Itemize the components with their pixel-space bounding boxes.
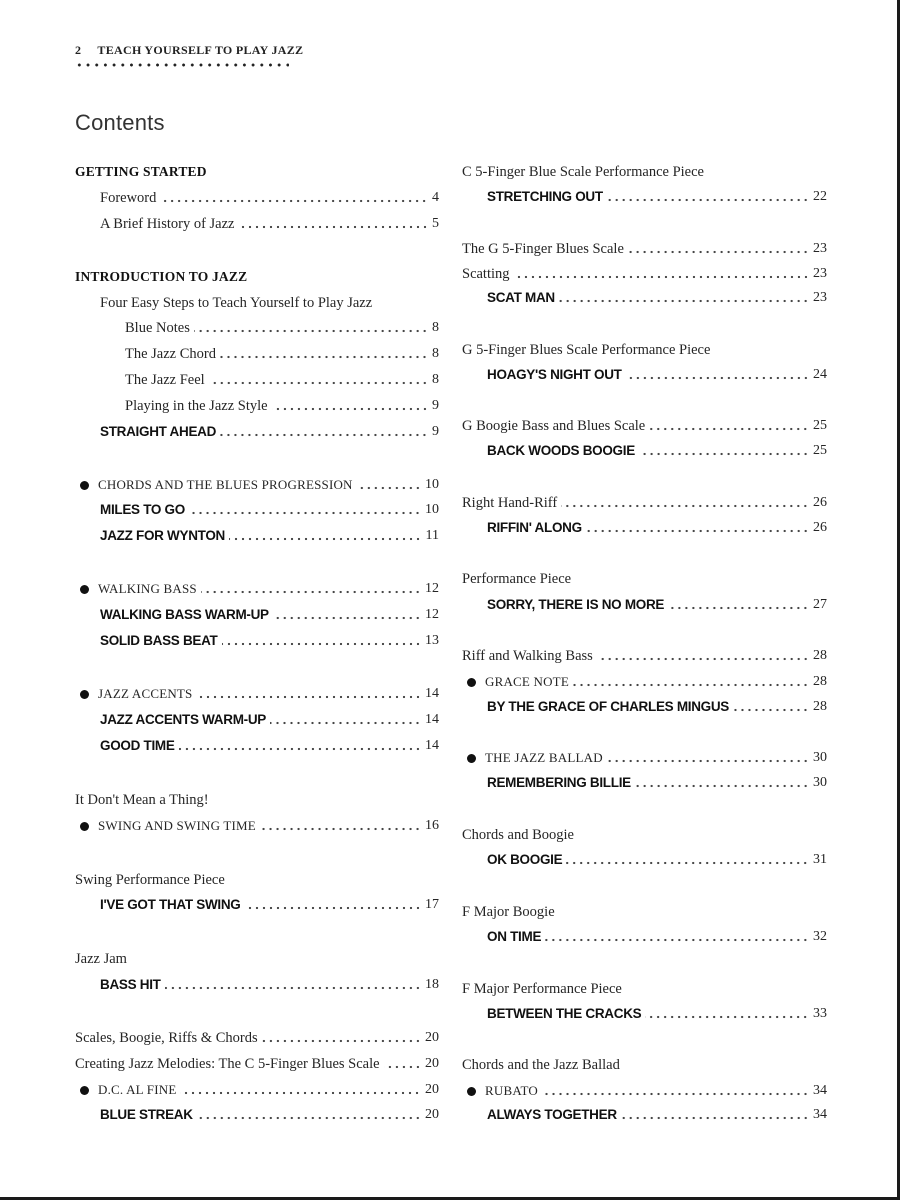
toc-entry-ok-boogie (462, 850, 827, 870)
toc-entry-title: Jazz Jam (75, 951, 127, 967)
toc-entry-title: Scatting (462, 266, 510, 282)
toc-entry-scatting (462, 264, 827, 284)
toc-entry-page: 34 (813, 1083, 827, 1098)
toc-entry-page: 23 (813, 290, 827, 305)
dot-leader (542, 1092, 809, 1096)
toc-entry-blue-notes (75, 318, 439, 338)
bullet-icon (80, 585, 89, 594)
toc-entry-title: JAZZ ACCENTS WARM-UP (100, 712, 266, 727)
dot-leader (384, 1065, 421, 1069)
toc-entry-page: 30 (813, 775, 827, 790)
bullet-icon (80, 822, 89, 831)
dot-leader (607, 198, 809, 202)
toc-entry-page: 4 (432, 190, 439, 205)
toc-entry-page: 14 (425, 738, 439, 753)
toc-entry-title: SOLID BASS BEAT (100, 633, 218, 648)
toc-entry-right-hand-riff (462, 493, 827, 513)
dot-leader (273, 616, 421, 620)
toc-entry-rubato (462, 1081, 827, 1101)
toc-entry-title: ALWAYS TOGETHER (487, 1107, 617, 1122)
toc-entry-four-easy-steps-to-teach-yourself-to-play-jazz (75, 293, 439, 313)
dot-leader (272, 407, 428, 411)
dot-leader (607, 759, 809, 763)
toc-entry-title: F Major Boogie (462, 904, 555, 920)
toc-entry-chords-and-the-jazz-ballad (462, 1055, 827, 1075)
dot-leader (635, 784, 809, 788)
page-number: 2 (75, 43, 82, 57)
toc-entry-the-jazz-feel (75, 370, 439, 390)
toc-entry-grace-note (462, 672, 827, 692)
toc-entry-title: SWING AND SWING TIME (98, 818, 256, 833)
toc-entry-riffin-along (462, 518, 827, 538)
toc-entry-title: BASS HIT (100, 977, 161, 992)
toc-entry-riff-and-walking-bass (462, 646, 827, 666)
toc-entry-page: 8 (432, 346, 439, 361)
toc-entry-title: OK BOOGIE (487, 852, 563, 867)
dot-leader (179, 747, 421, 751)
toc-entry-between-the-cracks (462, 1004, 827, 1024)
toc-entry-bass-hit (75, 975, 439, 995)
toc-entry-title: HOAGY'S NIGHT OUT (487, 367, 622, 382)
toc-entry-getting-started (75, 162, 439, 182)
toc-entry-title: Playing in the Jazz Style (125, 398, 268, 414)
toc-entry-scat-man (462, 288, 827, 308)
toc-entry-title: THE JAZZ BALLAD (485, 750, 603, 765)
toc-entry-title: INTRODUCTION TO JAZZ (75, 269, 248, 284)
bullet-icon (80, 481, 89, 490)
toc-entry-g-5-finger-blues-scale-performance-piece (462, 340, 827, 360)
toc-entry-on-time (462, 927, 827, 947)
toc-entry-swing-and-swing-time (75, 816, 439, 836)
toc-entry-g-boogie-bass-and-blues-scale (462, 416, 827, 436)
dot-leader (229, 537, 422, 541)
toc-entry-title: SCAT MAN (487, 290, 555, 305)
toc-entry-page: 26 (813, 495, 827, 510)
dot-leader (220, 355, 428, 359)
running-head (75, 43, 303, 59)
toc-entry-page: 25 (813, 418, 827, 433)
toc-entry-page: 24 (813, 367, 827, 382)
toc-entry-straight-ahead (75, 422, 439, 442)
header-dotted-rule (75, 63, 289, 67)
dot-leader (357, 486, 421, 490)
dot-leader (165, 986, 421, 990)
dot-leader (566, 861, 809, 865)
toc-entry-page: 31 (813, 852, 827, 867)
toc-entry-jazz-accents (75, 684, 439, 704)
toc-entry-page: 12 (425, 581, 439, 596)
toc-entry-title: BETWEEN THE CRACKS (487, 1006, 642, 1021)
toc-entry-title: Creating Jazz Melodies: The C 5-Finger Blues Scale (75, 1056, 380, 1072)
bullet-icon (80, 690, 89, 699)
toc-entry-page: 26 (813, 520, 827, 535)
dot-leader (559, 299, 809, 303)
toc-entry-introduction-to-jazz (75, 267, 439, 287)
toc-entry-title: SORRY, THERE IS NO MORE (487, 597, 665, 612)
book-title: TEACH YOURSELF TO PLAY JAZZ (97, 43, 304, 57)
dot-leader (201, 590, 421, 594)
dot-leader (194, 329, 428, 333)
toc-entry-page: 23 (813, 266, 827, 281)
toc-entry-page: 20 (425, 1030, 439, 1045)
toc-entry-page: 10 (425, 502, 439, 517)
toc-entry-title: GETTING STARTED (75, 164, 207, 179)
toc-entry-page: 20 (425, 1056, 439, 1071)
toc-entry-the-g-5-finger-blues-scale (462, 239, 827, 259)
dot-leader (189, 511, 421, 515)
toc-entry-title: BLUE STREAK (100, 1107, 193, 1122)
dot-leader (222, 642, 421, 646)
toc-entry-title: The Jazz Feel (125, 372, 205, 388)
toc-entry-title: G 5-Finger Blues Scale Performance Piece (462, 342, 711, 358)
toc-entry-page: 28 (813, 648, 827, 663)
dot-leader (645, 1015, 809, 1019)
toc-entry-title: ON TIME (487, 929, 542, 944)
toc-entry-a-brief-history-of-jazz (75, 214, 439, 234)
toc-entry-always-together (462, 1105, 827, 1125)
dot-leader (639, 452, 809, 456)
toc-entry-title: BY THE GRACE OF CHARLES MINGUS (487, 699, 730, 714)
bullet-icon (80, 1086, 89, 1095)
toc-entry-page: 33 (813, 1006, 827, 1021)
toc-entry-page: 10 (425, 477, 439, 492)
toc-entry-f-major-boogie (462, 902, 827, 922)
dot-leader (621, 1116, 809, 1120)
toc-entry-page: 28 (813, 674, 827, 689)
toc-entry-scales-boogie-riffs-chords (75, 1028, 439, 1048)
toc-entry-title: Performance Piece (462, 571, 572, 587)
toc-entry-page: 11 (425, 528, 439, 543)
toc-entry-foreword (75, 188, 439, 208)
toc-entry-blue-streak (75, 1105, 439, 1125)
toc-entry-page: 20 (425, 1082, 439, 1097)
toc-entry-jazz-accents-warm-up (75, 710, 439, 730)
toc-entry-title: A Brief History of Jazz (100, 216, 235, 232)
dot-leader (668, 606, 809, 610)
bullet-icon (467, 678, 476, 687)
dot-leader (245, 906, 421, 910)
dot-leader (649, 427, 809, 431)
toc-entry-title: MILES TO GO (100, 502, 185, 517)
dot-leader (628, 250, 809, 254)
toc-entry-chords-and-boogie (462, 825, 827, 845)
toc-entry-title: D.C. AL FINE (98, 1082, 177, 1097)
page-title: Contents (75, 110, 165, 135)
toc-entry-title: REMEMBERING BILLIE (487, 775, 631, 790)
toc-entry-title: C 5-Finger Blue Scale Performance Piece (462, 164, 704, 180)
toc-entry-hoagy-s-night-out (462, 365, 827, 385)
toc-entry-sorry-there-is-no-more (462, 595, 827, 615)
bullet-icon (467, 754, 476, 763)
toc-entry-page: 34 (813, 1107, 827, 1122)
dot-leader (220, 433, 428, 437)
toc-entry-the-jazz-ballad (462, 748, 827, 768)
dot-leader (209, 381, 428, 385)
toc-entry-swing-performance-piece (75, 870, 439, 890)
toc-entry-walking-bass (75, 579, 439, 599)
toc-entry-it-don-t-mean-a-thing (75, 790, 439, 810)
toc-entry-title: RIFFIN' ALONG (487, 520, 582, 535)
dot-leader (626, 376, 809, 380)
toc-entry-title: JAZZ FOR WYNTON (100, 528, 225, 543)
dot-leader (573, 683, 809, 687)
toc-entry-title: WALKING BASS (98, 581, 197, 596)
toc-entry-title: Right Hand-Riff (462, 495, 558, 511)
toc-entry-title: GRACE NOTE (485, 674, 569, 689)
toc-entry-walking-bass-warm-up (75, 605, 439, 625)
toc-entry-good-time (75, 736, 439, 756)
toc-entry-title: Four Easy Steps to Teach Yourself to Play Jazz (100, 295, 373, 311)
toc-entry-title: RUBATO (485, 1083, 538, 1098)
toc-entry-title: GOOD TIME (100, 738, 175, 753)
toc-entry-title: G Boogie Bass and Blues Scale (462, 418, 646, 434)
dot-leader (239, 225, 429, 229)
toc-entry-title: F Major Performance Piece (462, 981, 622, 997)
toc-entry-page: 14 (425, 712, 439, 727)
dot-leader (270, 721, 421, 725)
dot-leader (514, 275, 809, 279)
toc-entry-by-the-grace-of-charles-mingus (462, 697, 827, 717)
toc-entry-solid-bass-beat (75, 631, 439, 651)
toc-entry-title: CHORDS AND THE BLUES PROGRESSION (98, 477, 353, 492)
toc-entry-title: Chords and Boogie (462, 827, 574, 843)
toc-entry-i-ve-got-that-swing (75, 895, 439, 915)
toc-entry-title: WALKING BASS WARM-UP (100, 607, 269, 622)
toc-entry-jazz-jam (75, 949, 439, 969)
toc-entry-page: 5 (432, 216, 439, 231)
toc-entry-miles-to-go (75, 500, 439, 520)
toc-entry-page: 28 (813, 699, 827, 714)
dot-leader (197, 695, 422, 699)
toc-entry-title: Scales, Boogie, Riffs & Chords (75, 1030, 258, 1046)
toc-entry-page: 25 (813, 443, 827, 458)
dot-leader (545, 938, 809, 942)
toc-entry-title: I'VE GOT THAT SWING (100, 897, 241, 912)
toc-entry-page: 23 (813, 241, 827, 256)
toc-entry-creating-jazz-melodies-the-c-5-finger-blues-scale (75, 1054, 439, 1074)
toc-entry-title: Chords and the Jazz Ballad (462, 1057, 620, 1073)
toc-entry-page: 27 (813, 597, 827, 612)
toc-entry-remembering-billie (462, 773, 827, 793)
dot-leader (733, 708, 809, 712)
toc-entry-title: STRETCHING OUT (487, 189, 603, 204)
toc-entry-playing-in-the-jazz-style (75, 396, 439, 416)
toc-entry-page: 8 (432, 320, 439, 335)
toc-entry-title: Foreword (100, 190, 157, 206)
dot-leader (262, 1039, 421, 1043)
toc-entry-page: 22 (813, 189, 827, 204)
toc-entry-page: 14 (425, 686, 439, 701)
toc-entry-c-5-finger-blue-scale-performance-piece (462, 162, 827, 182)
dot-leader (561, 504, 809, 508)
dot-leader (180, 1091, 421, 1095)
toc-entry-title: The Jazz Chord (125, 346, 216, 362)
toc-entry-stretching-out (462, 187, 827, 207)
toc-entry-title: JAZZ ACCENTS (98, 686, 193, 701)
dot-leader (597, 657, 809, 661)
toc-entry-page: 18 (425, 977, 439, 992)
toc-entry-f-major-performance-piece (462, 979, 827, 999)
toc-entry-chords-and-the-blues-progression (75, 475, 439, 495)
toc-entry-page: 9 (432, 398, 439, 413)
toc-entry-title: Blue Notes (125, 320, 190, 336)
toc-entry-title: The G 5-Finger Blues Scale (462, 241, 624, 257)
toc-entry-title: Swing Performance Piece (75, 872, 225, 888)
toc-entry-page: 20 (425, 1107, 439, 1122)
toc-entry-page: 13 (425, 633, 439, 648)
toc-entry-page: 17 (425, 897, 439, 912)
toc-entry-the-jazz-chord (75, 344, 439, 364)
dot-leader (160, 199, 428, 203)
toc-entry-page: 9 (432, 424, 439, 439)
toc-entry-page: 16 (425, 818, 439, 833)
toc-entry-d-c-al-fine (75, 1080, 439, 1100)
dot-leader (197, 1116, 421, 1120)
toc-entry-jazz-for-wynton (75, 526, 439, 546)
toc-entry-title: Riff and Walking Bass (462, 648, 593, 664)
toc-entry-title: BACK WOODS BOOGIE (487, 443, 635, 458)
toc-entry-back-woods-boogie (462, 441, 827, 461)
dot-leader (260, 827, 421, 831)
toc-entry-page: 32 (813, 929, 827, 944)
toc-entry-performance-piece (462, 569, 827, 589)
toc-entry-title: It Don't Mean a Thing! (75, 792, 209, 808)
dot-leader (586, 529, 809, 533)
toc-entry-page: 30 (813, 750, 827, 765)
toc-entry-title: STRAIGHT AHEAD (100, 424, 217, 439)
toc-entry-page: 8 (432, 372, 439, 387)
toc-entry-page: 12 (425, 607, 439, 622)
bullet-icon (467, 1087, 476, 1096)
